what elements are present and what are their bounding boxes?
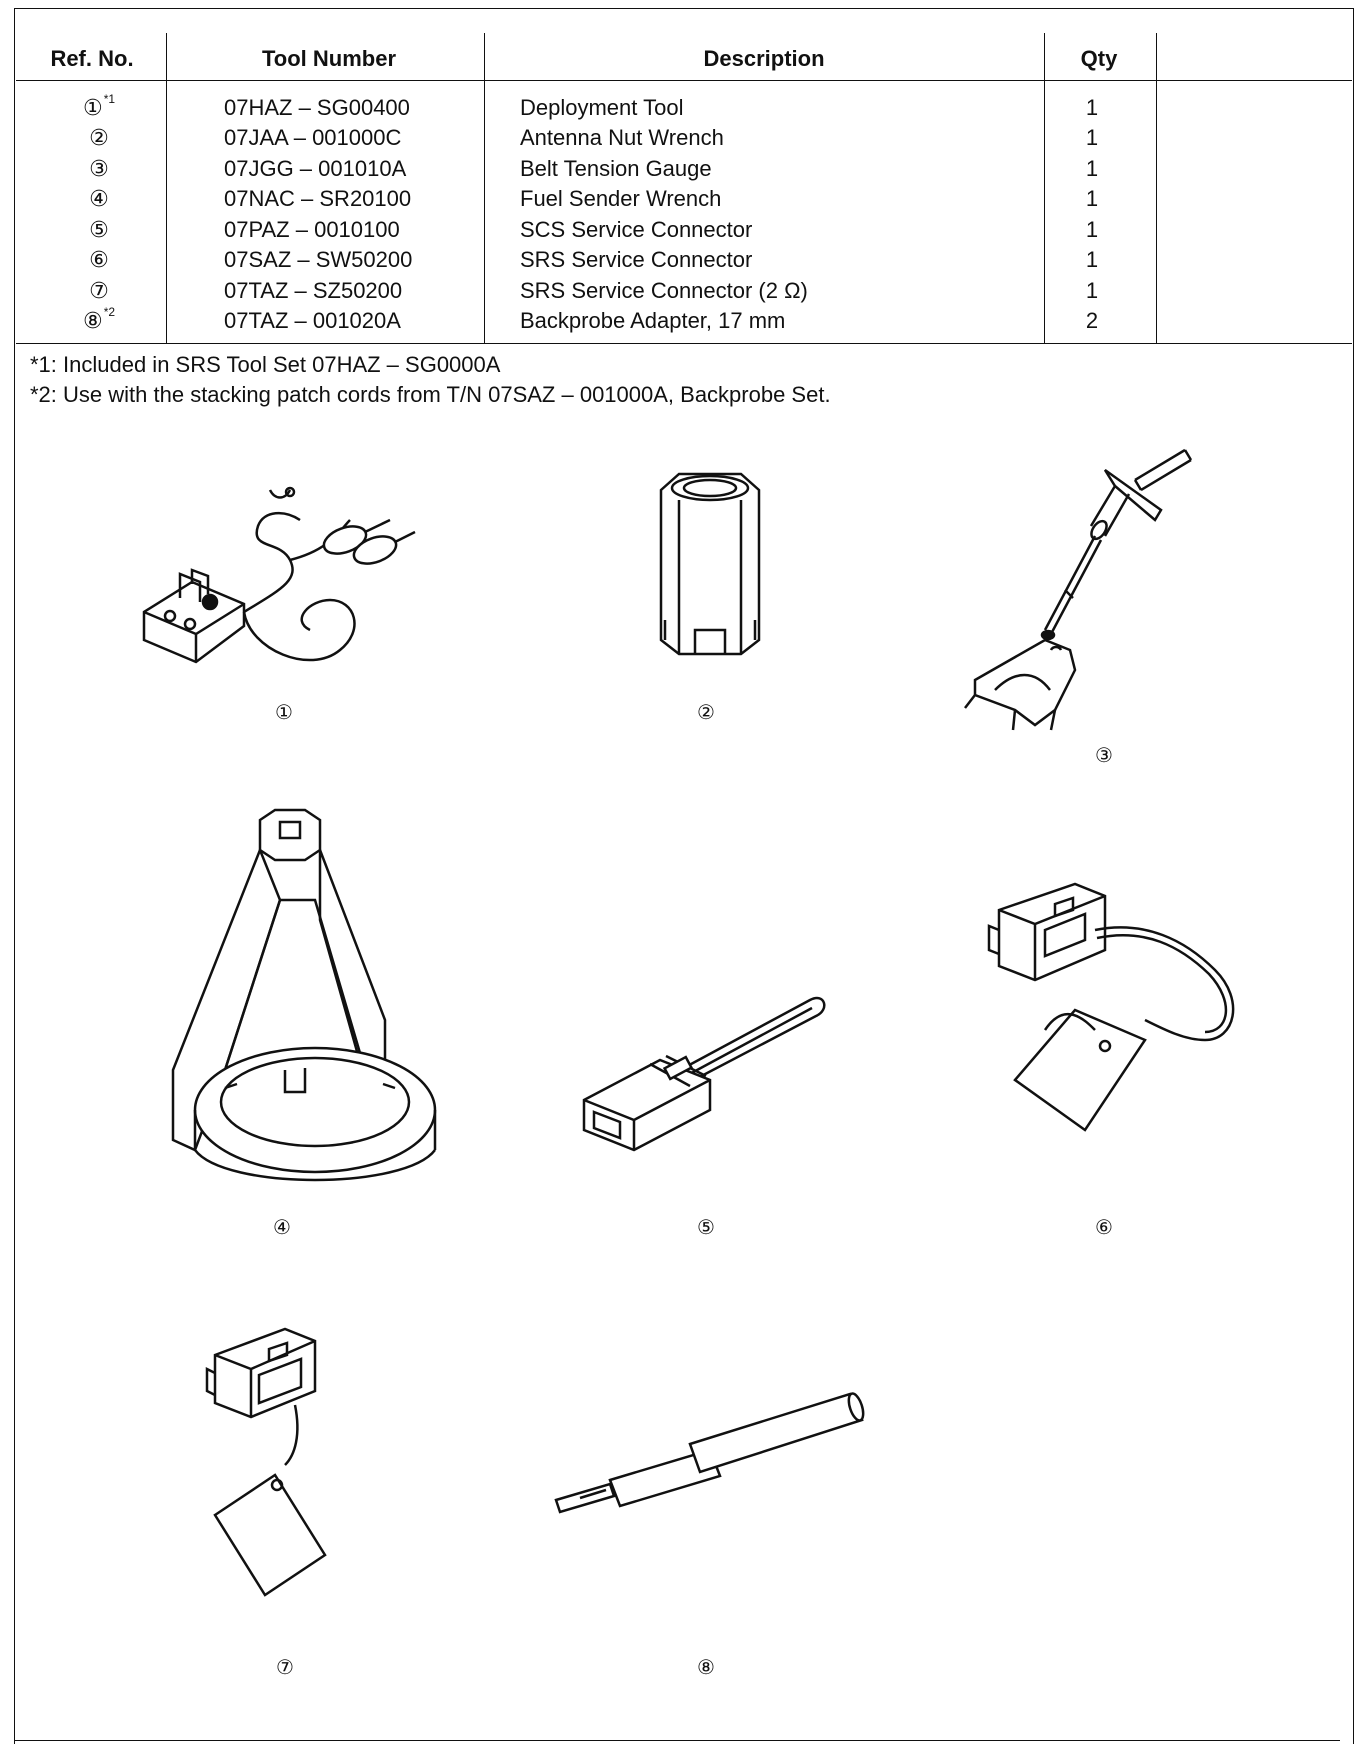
header-description: Description bbox=[703, 46, 825, 71]
table-row bbox=[14, 125, 1354, 155]
description-cell: Antenna Nut Wrench bbox=[520, 125, 724, 150]
table-row bbox=[14, 278, 1354, 308]
fuel-sender-wrench-illustration bbox=[165, 810, 455, 1200]
belt-tension-gauge-illustration bbox=[955, 440, 1215, 740]
description-cell: Deployment Tool bbox=[520, 95, 684, 120]
antenna-nut-wrench-illustration bbox=[655, 470, 765, 670]
tool-number-cell: 07TAZ – SZ50200 bbox=[224, 278, 403, 303]
tool-number-cell: 07PAZ – 0010100 bbox=[224, 217, 400, 242]
ref-cell: ③ bbox=[89, 156, 109, 181]
tool-number-cell: 07NAC – SR20100 bbox=[224, 186, 412, 211]
ref-cell: ④ bbox=[89, 186, 109, 211]
table-row bbox=[14, 247, 1354, 277]
qty-cell: 1 bbox=[1085, 186, 1099, 211]
qty-cell: 1 bbox=[1085, 95, 1099, 120]
qty-cell: 1 bbox=[1085, 125, 1099, 150]
header-ref-no: Ref. No. bbox=[50, 46, 134, 71]
figure-label-3: ③ bbox=[1095, 745, 1113, 767]
tool-number-cell: 07SAZ – SW50200 bbox=[224, 247, 413, 272]
ref-cell: ⑥ bbox=[89, 247, 109, 272]
srs-service-connector-2-ohm-illustration bbox=[205, 1325, 385, 1605]
qty-cell: 2 bbox=[1085, 308, 1099, 333]
figure-label-1: ① bbox=[275, 702, 293, 724]
qty-cell: 1 bbox=[1085, 247, 1099, 272]
description-cell: Fuel Sender Wrench bbox=[520, 186, 722, 211]
tool-number-cell: 07HAZ – SG00400 bbox=[224, 95, 410, 120]
tool-number-cell: 07JGG – 001010A bbox=[224, 156, 407, 181]
footnote-2: *2: Use with the stacking patch cords from T/N 07SAZ – 001000A, Backprobe Set. bbox=[30, 382, 831, 407]
figure-label-6: ⑥ bbox=[1095, 1217, 1113, 1239]
description-cell: SRS Service Connector bbox=[520, 247, 753, 272]
scs-service-connector-illustration bbox=[580, 990, 840, 1160]
srs-service-connector-illustration bbox=[985, 880, 1255, 1170]
footnotes bbox=[30, 350, 831, 410]
qty-cell: 1 bbox=[1085, 278, 1099, 303]
header-qty: Qty bbox=[1080, 46, 1118, 71]
description-cell: SCS Service Connector bbox=[520, 217, 753, 242]
figure-label-5: ⑤ bbox=[697, 1217, 715, 1239]
ref-cell: ⑤ bbox=[89, 217, 109, 242]
figure-label-7: ⑦ bbox=[276, 1657, 294, 1679]
description-cell: Belt Tension Gauge bbox=[520, 156, 712, 181]
table-row bbox=[14, 156, 1354, 186]
description-cell: SRS Service Connector (2 Ω) bbox=[520, 278, 808, 303]
tool-number-cell: 07TAZ – 001020A bbox=[224, 308, 401, 333]
header-tool-number: Tool Number bbox=[261, 46, 397, 71]
tool-number-cell: 07JAA – 001000C bbox=[224, 125, 402, 150]
footnote-1: *1: Included in SRS Tool Set 07HAZ – SG0000A bbox=[30, 352, 501, 377]
table-bottom-rule bbox=[16, 343, 1352, 344]
ref-cell: ⑧$^{*2}$ bbox=[82, 304, 116, 333]
figure-label-2: ② bbox=[697, 702, 715, 724]
figure-label-8: ⑧ bbox=[697, 1657, 715, 1679]
page-frame-bottom bbox=[14, 1740, 1340, 1741]
table-row bbox=[14, 304, 1354, 338]
qty-cell: 1 bbox=[1085, 156, 1099, 181]
backprobe-adapter-illustration bbox=[550, 1380, 870, 1520]
figure-label-4: ④ bbox=[273, 1217, 291, 1239]
table-row bbox=[14, 91, 1354, 125]
ref-cell: ①$^{*1}$ bbox=[82, 91, 116, 120]
description-cell: Backprobe Adapter, 17 mm bbox=[520, 308, 786, 333]
ref-cell: ⑦ bbox=[89, 278, 109, 303]
deployment-tool-illustration bbox=[140, 490, 440, 710]
ref-cell: ② bbox=[89, 125, 109, 150]
table-row bbox=[14, 217, 1354, 247]
table-row bbox=[14, 186, 1354, 216]
qty-cell: 1 bbox=[1085, 217, 1099, 242]
header-rule bbox=[16, 80, 1352, 81]
